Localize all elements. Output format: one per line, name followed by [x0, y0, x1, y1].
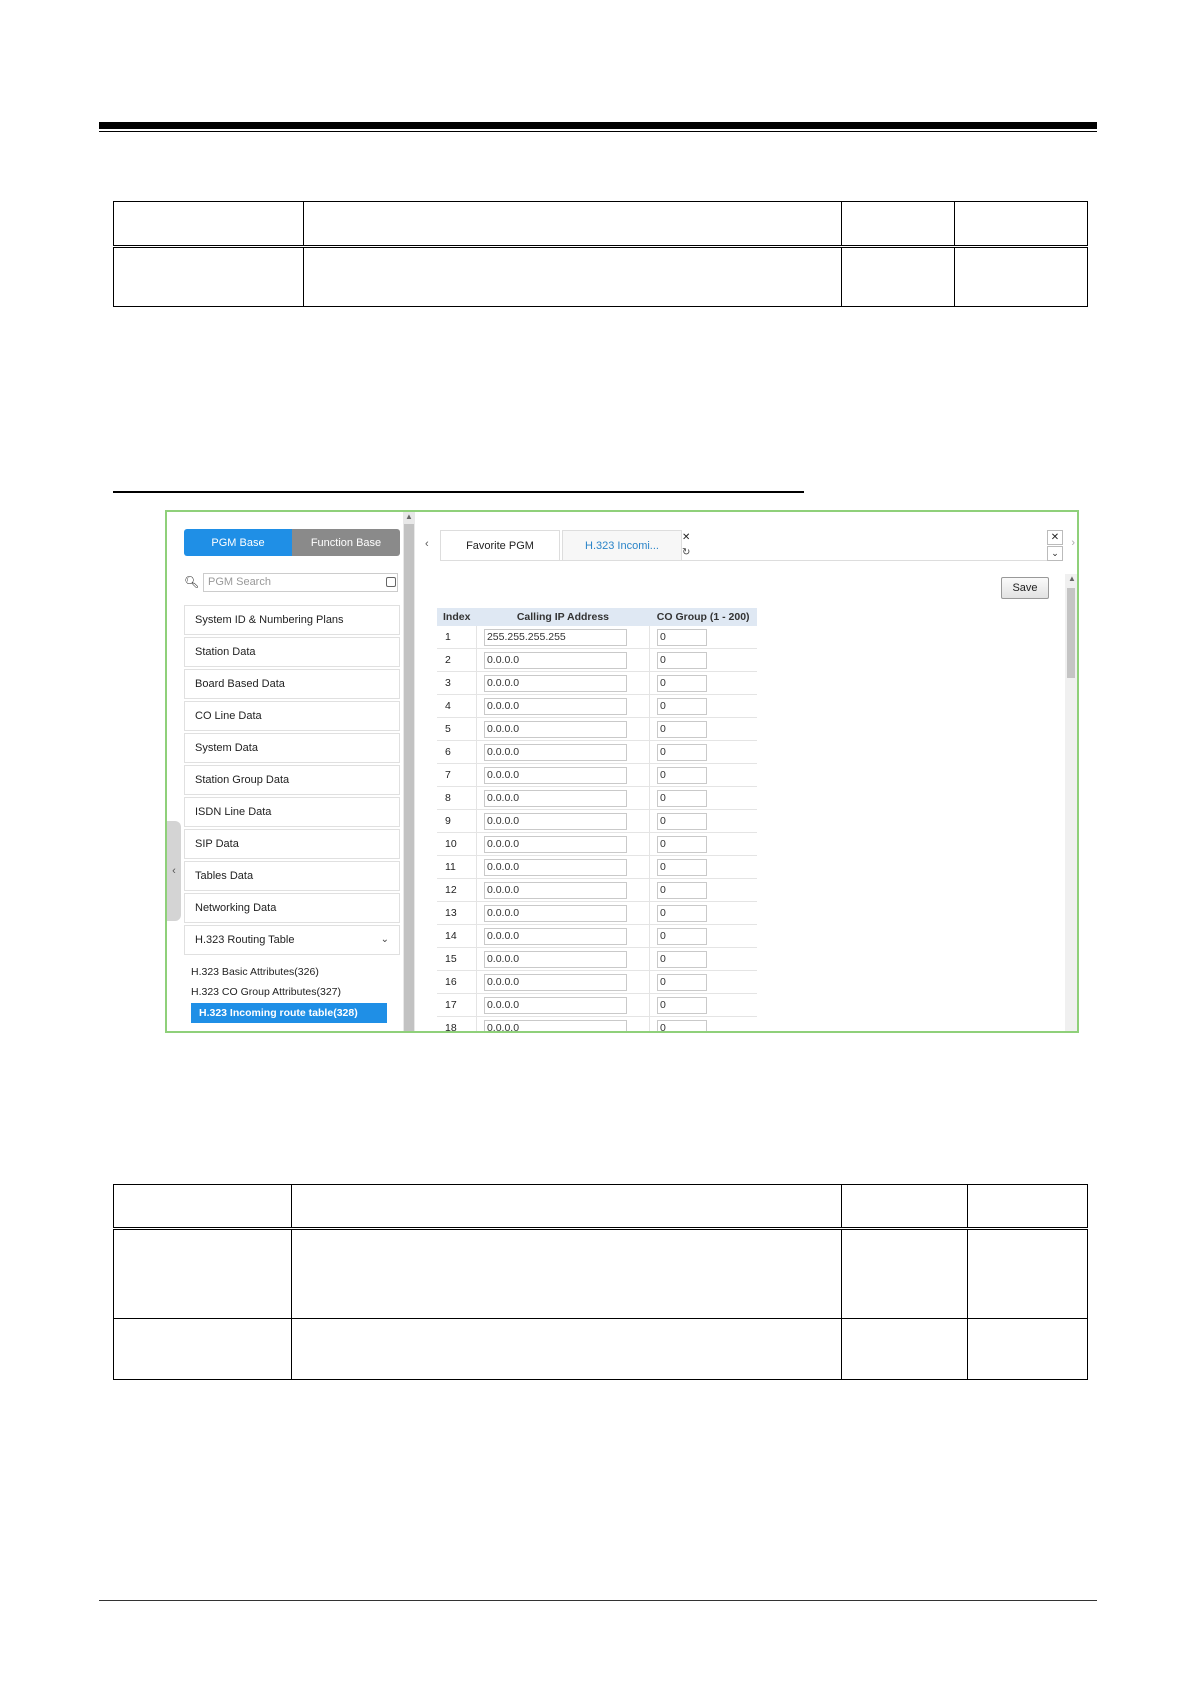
table-row — [437, 649, 757, 672]
calling-ip-cell — [476, 971, 649, 994]
scrollbar-thumb[interactable] — [404, 524, 414, 1033]
column-header-calling-ip: Calling IP Address — [476, 608, 649, 626]
sidebar-item-co-line-data[interactable]: CO Line Data — [184, 701, 400, 731]
calling-ip-input[interactable]: 0.0.0.0 — [484, 744, 627, 761]
sidebar-item-networking-data[interactable]: Networking Data — [184, 893, 400, 923]
table-row — [437, 971, 757, 994]
pgm-search-input[interactable]: PGM Search — [203, 573, 398, 592]
top-rule — [99, 122, 1097, 129]
co-group-input[interactable]: 0 — [657, 1020, 707, 1034]
refresh-icon[interactable]: ↻ — [682, 547, 691, 558]
table-row — [114, 202, 1088, 247]
pgm-screenshot — [165, 510, 1079, 1033]
calling-ip-cell — [476, 833, 649, 856]
calling-ip-cell — [476, 626, 649, 649]
table-row — [114, 1319, 1088, 1380]
sidebar-item-tables-data[interactable]: Tables Data — [184, 861, 400, 891]
calling-ip-cell — [476, 787, 649, 810]
co-group-cell — [649, 695, 757, 718]
table-row — [437, 902, 757, 925]
row-index: 1 — [437, 626, 476, 649]
sidebar-item-sip-data[interactable]: SIP Data — [184, 829, 400, 859]
row-index: 2 — [437, 649, 476, 672]
chevron-down-icon[interactable]: ⌄ — [1047, 546, 1063, 561]
clear-search-icon[interactable] — [386, 577, 396, 587]
calling-ip-cell — [476, 718, 649, 741]
row-index: 14 — [437, 925, 476, 948]
incoming-route-table — [437, 608, 757, 1033]
calling-ip-input[interactable]: 0.0.0.0 — [484, 882, 627, 899]
calling-ip-input[interactable]: 0.0.0.0 — [484, 905, 627, 922]
sidebar-item-station-data[interactable]: Station Data — [184, 637, 400, 667]
chevron-down-icon: ⌄ — [380, 934, 389, 945]
co-group-cell — [649, 948, 757, 971]
calling-ip-input[interactable]: 0.0.0.0 — [484, 652, 627, 669]
co-group-cell — [649, 902, 757, 925]
tab-h323-incoming[interactable]: H.323 Incomi... — [562, 530, 682, 560]
calling-ip-cell — [476, 994, 649, 1017]
table-row — [437, 925, 757, 948]
doc-table-bottom — [113, 1184, 1088, 1380]
co-group-cell — [649, 994, 757, 1017]
close-icon[interactable]: ✕ — [682, 532, 691, 543]
table-row — [437, 764, 757, 787]
co-group-cell — [649, 856, 757, 879]
table-row — [437, 994, 757, 1017]
scrollbar-thumb[interactable] — [1067, 588, 1075, 678]
calling-ip-input[interactable]: 0.0.0.0 — [484, 790, 627, 807]
calling-ip-input[interactable]: 255.255.255.255 — [484, 629, 627, 646]
save-button[interactable]: Save — [1001, 577, 1049, 599]
co-group-cell — [649, 1017, 757, 1034]
sidebar-item-station-group-data[interactable]: Station Group Data — [184, 765, 400, 795]
sidebar-item-isdn-line-data[interactable]: ISDN Line Data — [184, 797, 400, 827]
calling-ip-cell — [476, 879, 649, 902]
scroll-up-icon[interactable]: ▲ — [1068, 574, 1076, 583]
calling-ip-input[interactable]: 0.0.0.0 — [484, 721, 627, 738]
tab-underline — [440, 560, 1063, 561]
sidebar-item-system-id[interactable]: System ID & Numbering Plans — [184, 605, 400, 635]
co-group-input[interactable]: 0 — [657, 721, 707, 738]
sidebar — [167, 512, 403, 1031]
table-row — [437, 695, 757, 718]
co-group-input[interactable]: 0 — [657, 882, 707, 899]
co-group-input[interactable]: 0 — [657, 974, 707, 991]
table-row — [437, 1017, 757, 1034]
table-row — [437, 787, 757, 810]
table-row — [437, 833, 757, 856]
tab-favorite-pgm[interactable]: Favorite PGM — [440, 530, 560, 560]
co-group-input[interactable]: 0 — [657, 675, 707, 692]
co-group-cell — [649, 879, 757, 902]
doc-table-top — [113, 201, 1088, 307]
co-group-cell — [649, 764, 757, 787]
co-group-input[interactable]: 0 — [657, 905, 707, 922]
row-index: 12 — [437, 879, 476, 902]
calling-ip-input[interactable]: 0.0.0.0 — [484, 1020, 627, 1034]
calling-ip-input[interactable]: 0.0.0.0 — [484, 997, 627, 1014]
column-header-index: Index — [437, 608, 476, 626]
row-index: 9 — [437, 810, 476, 833]
co-group-cell — [649, 718, 757, 741]
co-group-input[interactable]: 0 — [657, 698, 707, 715]
co-group-input[interactable]: 0 — [657, 790, 707, 807]
table-row — [437, 718, 757, 741]
calling-ip-input[interactable]: 0.0.0.0 — [484, 698, 627, 715]
sidebar-item-board-based-data[interactable]: Board Based Data — [184, 669, 400, 699]
calling-ip-cell — [476, 856, 649, 879]
co-group-cell — [649, 810, 757, 833]
table-row — [437, 741, 757, 764]
calling-ip-input[interactable]: 0.0.0.0 — [484, 675, 627, 692]
table-row — [437, 948, 757, 971]
calling-ip-input[interactable]: 0.0.0.0 — [484, 974, 627, 991]
tab-scroll-left-icon[interactable]: ‹ — [425, 538, 429, 550]
pgm-base-button[interactable]: PGM Base — [184, 529, 292, 556]
row-index: 11 — [437, 856, 476, 879]
calling-ip-cell — [476, 649, 649, 672]
base-toggle — [184, 529, 400, 556]
calling-ip-input[interactable]: 0.0.0.0 — [484, 928, 627, 945]
co-group-input[interactable]: 0 — [657, 629, 707, 646]
co-group-input[interactable]: 0 — [657, 813, 707, 830]
table-row — [114, 1229, 1088, 1319]
content-scrollbar[interactable] — [1065, 574, 1077, 1031]
sidebar-scrollbar[interactable] — [403, 512, 415, 1031]
row-index: 15 — [437, 948, 476, 971]
row-index: 7 — [437, 764, 476, 787]
co-group-cell — [649, 971, 757, 994]
calling-ip-cell — [476, 1017, 649, 1034]
sidebar-item-h323-routing-table[interactable] — [184, 925, 400, 955]
table-header-row — [437, 608, 757, 626]
calling-ip-input[interactable]: 0.0.0.0 — [484, 767, 627, 784]
table-row — [437, 879, 757, 902]
close-all-icon[interactable]: ✕ — [1047, 530, 1063, 545]
table-row — [437, 810, 757, 833]
row-index: 4 — [437, 695, 476, 718]
tab-scroll-right-icon[interactable]: › — [1071, 537, 1075, 549]
sub-item-h323-basic-attributes[interactable]: H.323 Basic Attributes(326) — [191, 966, 319, 978]
chevron-left-icon[interactable]: ‹ — [167, 821, 181, 921]
calling-ip-cell — [476, 948, 649, 971]
row-index: 17 — [437, 994, 476, 1017]
calling-ip-input[interactable]: 0.0.0.0 — [484, 859, 627, 876]
sub-item-h323-incoming-route-table[interactable]: H.323 Incoming route table(328) — [191, 1003, 387, 1023]
row-index: 10 — [437, 833, 476, 856]
co-group-input[interactable]: 0 — [657, 928, 707, 945]
scroll-up-icon[interactable]: ▲ — [405, 512, 413, 521]
row-index: 5 — [437, 718, 476, 741]
table-row — [114, 1185, 1088, 1229]
calling-ip-input[interactable]: 0.0.0.0 — [484, 951, 627, 968]
row-index: 3 — [437, 672, 476, 695]
top-rule-thin — [99, 131, 1097, 132]
co-group-input[interactable]: 0 — [657, 652, 707, 669]
calling-ip-input[interactable]: 0.0.0.0 — [484, 813, 627, 830]
co-group-input[interactable]: 0 — [657, 836, 707, 853]
row-index: 8 — [437, 787, 476, 810]
co-group-cell — [649, 925, 757, 948]
table-row — [437, 856, 757, 879]
calling-ip-cell — [476, 902, 649, 925]
column-header-co-group: CO Group (1 - 200) — [649, 608, 757, 626]
function-base-button[interactable]: Function Base — [292, 529, 400, 556]
table-row — [437, 626, 757, 649]
row-index: 18 — [437, 1017, 476, 1034]
footer-rule — [99, 1600, 1097, 1601]
row-index: 6 — [437, 741, 476, 764]
calling-ip-cell — [476, 810, 649, 833]
calling-ip-cell — [476, 695, 649, 718]
co-group-input[interactable]: 0 — [657, 951, 707, 968]
sidebar-item-label: H.323 Routing Table — [195, 934, 295, 946]
section-rule — [113, 491, 804, 493]
table-body — [437, 626, 757, 1033]
sidebar-item-system-data[interactable]: System Data — [184, 733, 400, 763]
co-group-input[interactable]: 0 — [657, 744, 707, 761]
table-row — [114, 247, 1088, 307]
co-group-cell — [649, 626, 757, 649]
calling-ip-cell — [476, 741, 649, 764]
search-icon: 🔍︎ — [184, 575, 200, 589]
calling-ip-cell — [476, 672, 649, 695]
co-group-cell — [649, 649, 757, 672]
co-group-cell — [649, 741, 757, 764]
co-group-cell — [649, 833, 757, 856]
co-group-input[interactable]: 0 — [657, 767, 707, 784]
sub-item-h323-co-group-attributes[interactable]: H.323 CO Group Attributes(327) — [191, 986, 341, 998]
content-pane — [417, 512, 1077, 1031]
row-index: 13 — [437, 902, 476, 925]
calling-ip-cell — [476, 925, 649, 948]
table-row — [437, 672, 757, 695]
co-group-input[interactable]: 0 — [657, 859, 707, 876]
co-group-cell — [649, 787, 757, 810]
co-group-input[interactable]: 0 — [657, 997, 707, 1014]
co-group-cell — [649, 672, 757, 695]
calling-ip-input[interactable]: 0.0.0.0 — [484, 836, 627, 853]
calling-ip-cell — [476, 764, 649, 787]
search-row — [184, 573, 400, 593]
row-index: 16 — [437, 971, 476, 994]
